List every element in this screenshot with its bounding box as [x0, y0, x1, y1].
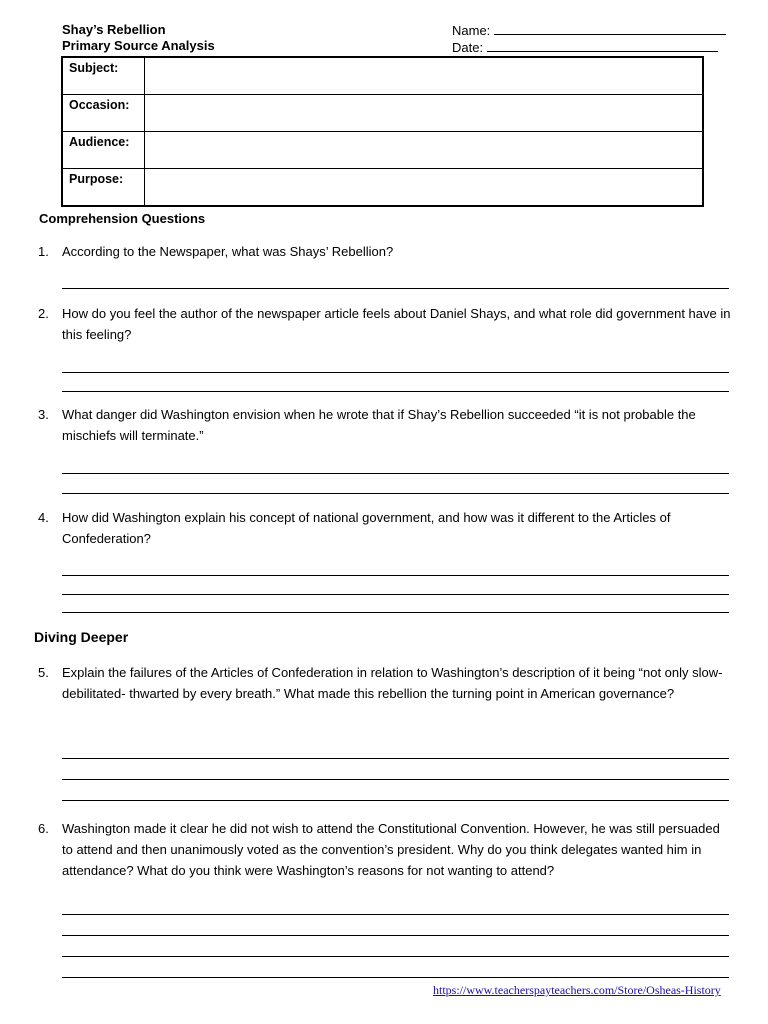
table-row [62, 95, 703, 132]
question-number: 3. [38, 407, 49, 422]
answer-line[interactable] [62, 575, 729, 576]
table-row [62, 169, 703, 207]
subject-label: Subject: [62, 57, 144, 95]
answer-line[interactable] [62, 935, 729, 936]
store-link[interactable]: https://www.teacherspayteachers.com/Store/Osheas-History [433, 983, 721, 997]
question-text: How do you feel the author of the newspaper article feels about Daniel Shays, and what role did government have in this feeling? [62, 306, 731, 342]
answer-line[interactable] [62, 473, 729, 474]
question-number: 2. [38, 306, 49, 321]
name-field[interactable] [494, 22, 726, 35]
question-number: 5. [38, 665, 49, 680]
answer-line[interactable] [62, 612, 729, 613]
audience-field[interactable] [144, 132, 703, 169]
comprehension-heading: Comprehension Questions [39, 211, 206, 226]
answer-line[interactable] [62, 372, 729, 373]
question-number: 1. [38, 244, 49, 259]
subject-field[interactable] [144, 57, 703, 95]
answer-line[interactable] [62, 779, 729, 780]
name-row [452, 22, 726, 39]
diving-deeper-heading: Diving Deeper [34, 629, 129, 645]
name-label: Name: [452, 23, 491, 38]
table-row [62, 132, 703, 169]
question-text: Washington made it clear he did not wish to attend the Constitutional Convention. However, he was still persuaded to attend and then unanimously voted as the convention’s president. Why do you think delegates wanted him in attendance? What do you think were Washington’s reasons for not wanting to attend? [62, 821, 720, 878]
worksheet-title: Shay’s Rebellion [62, 22, 166, 37]
answer-line[interactable] [62, 493, 729, 494]
question-text: According to the Newspaper, what was Shays’ Rebellion? [62, 244, 394, 259]
occasion-field[interactable] [144, 95, 703, 132]
answer-line[interactable] [62, 391, 729, 392]
question-number: 6. [38, 821, 49, 836]
question-text: What danger did Washington envision when he wrote that if Shay’s Rebellion succeeded “it is not probable the mischiefs will terminate.” [62, 407, 696, 443]
worksheet-subtitle: Primary Source Analysis [62, 38, 215, 53]
occasion-label: Occasion: [62, 95, 144, 132]
purpose-label: Purpose: [62, 169, 144, 207]
student-info [452, 22, 726, 56]
table-row [62, 57, 703, 95]
worksheet-header [62, 22, 215, 54]
date-field[interactable] [487, 39, 718, 52]
question-number: 4. [38, 510, 49, 525]
answer-line[interactable] [62, 594, 729, 595]
analysis-table [61, 56, 704, 207]
answer-line[interactable] [62, 288, 729, 289]
date-label: Date: [452, 40, 484, 55]
question-text: Explain the failures of the Articles of Confederation in relation to Washington’s description of it being “not only slow- debilitated- thwarted by every breath.” What made this rebellion the turning point in American governance? [62, 665, 723, 701]
audience-label: Audience: [62, 132, 144, 169]
answer-line[interactable] [62, 977, 729, 978]
answer-line[interactable] [62, 758, 729, 759]
answer-line[interactable] [62, 800, 729, 801]
answer-line[interactable] [62, 956, 729, 957]
question-text: How did Washington explain his concept of national government, and how was it different to the Articles of Confederation? [62, 510, 671, 546]
purpose-field[interactable] [144, 169, 703, 207]
date-row [452, 39, 726, 56]
answer-line[interactable] [62, 914, 729, 915]
